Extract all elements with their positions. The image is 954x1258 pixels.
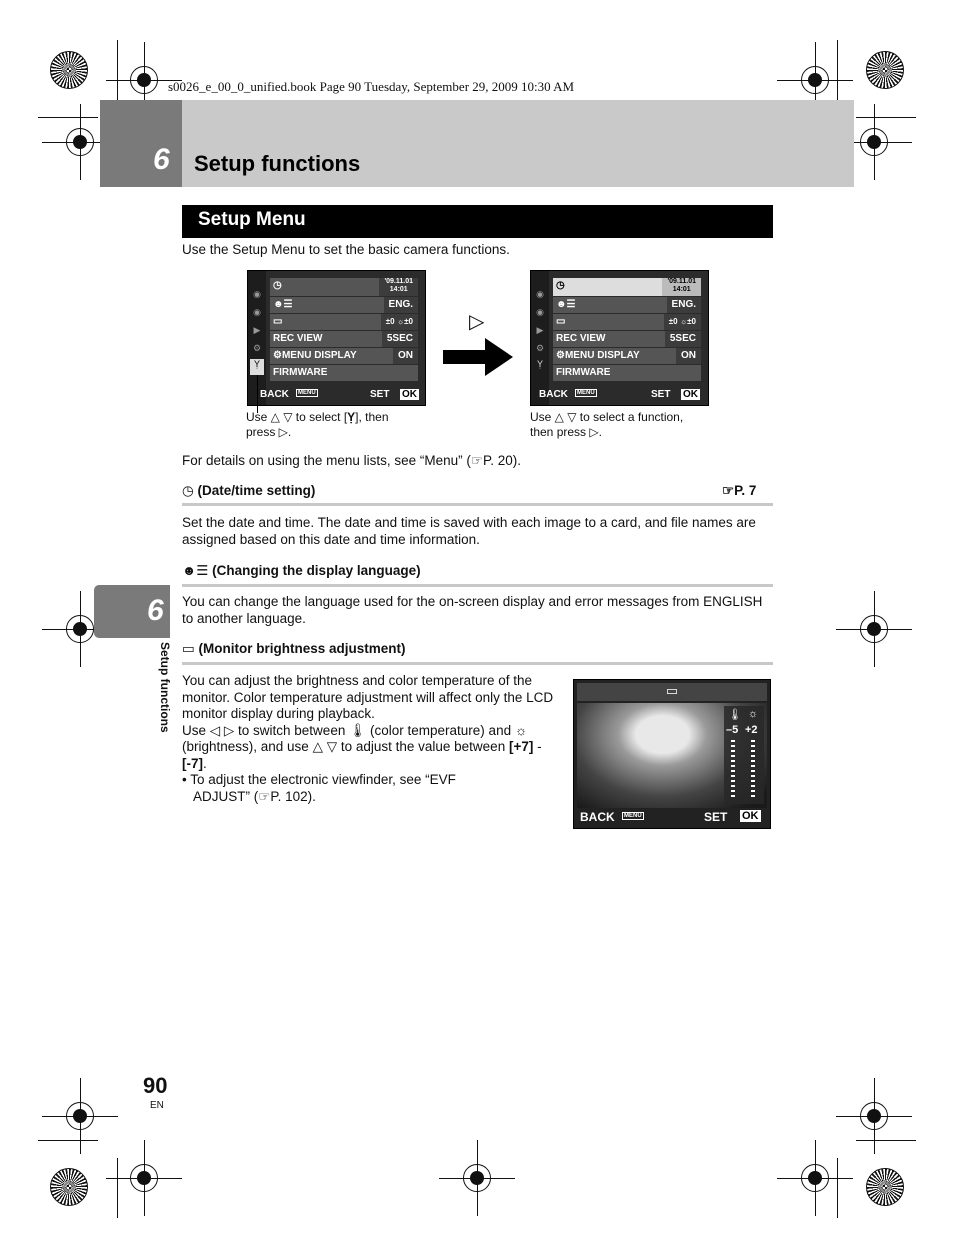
monitor-adjust-screen (573, 679, 771, 829)
language-icon: ☻☰ (273, 299, 293, 310)
screen-footer (580, 810, 764, 824)
custom-menu-icon: ⚙ (535, 343, 545, 353)
rec-view-value: 5SEC (382, 331, 418, 347)
registration-crosshair (124, 1158, 164, 1198)
right-triangle-icon: ▷ (469, 311, 485, 333)
monitor-icon: ▭ (665, 683, 679, 698)
row-language[interactable] (553, 297, 701, 313)
language-body: You can change the language used for the on-screen display and error messages from ENGLISH to another language. (182, 594, 763, 626)
row-menu-display[interactable]: ⚙MENU DISPLAY ON (553, 348, 701, 364)
side-label: Setup functions (158, 642, 172, 733)
section-intro: Use the Setup Menu to set the basic camera functions. (182, 242, 510, 257)
monitor-body: You can adjust the brightness and color temperature of the monitor. Color temperature adjustment will affect only the LCD monitor display during playback. Use ◁ ▷ to switch between 🌡 (color temperature) and ☼ (brightness), and use △ ▽ to adjust the value between [+7] - [-7]. • To adjust the electronic viewfinder, see “EVF ADJUST” (☞P. 102). (182, 673, 554, 804)
setup-menu-screen-right (530, 270, 709, 406)
registration-crosshair (60, 1096, 100, 1136)
color-temp-value: –5 (726, 724, 739, 736)
row-firmware[interactable]: FIRMWARE (553, 365, 701, 381)
setup-wrench-icon: Ỵ (536, 359, 543, 369)
details-text: For details on using the menu lists, see “Menu” (☞P. 20). (182, 453, 522, 468)
language-value: ENG. (384, 297, 418, 313)
menu-button-icon: MENU (577, 390, 595, 396)
chapter-number: 6 (153, 143, 170, 176)
monitor-icon: ▭ (182, 641, 195, 656)
rec-view-value: 5SEC (665, 331, 701, 347)
setup-menu-screen-left (247, 270, 426, 406)
adjust-sliders-panel (724, 706, 764, 804)
back-label: BACK (580, 810, 615, 824)
brightness-value: +2 (745, 724, 758, 736)
menu-display-value: ON (676, 348, 701, 364)
brightness-slider[interactable] (751, 740, 755, 800)
print-header: s0026_e_00_0_unified.book Page 90 Tuesday, September 29, 2009 10:30 AM (168, 79, 575, 94)
shooting-menu-2-icon: ◉ (253, 307, 261, 317)
registration-crosshair (854, 609, 894, 649)
menu-button-icon: MENU (298, 390, 316, 396)
registration-sunburst-top-right (866, 51, 904, 89)
color-temperature-icon: 🌡 (728, 709, 742, 721)
menu-display-value: ON (393, 348, 418, 364)
trim-line (117, 40, 118, 100)
heading-date-time: ◷ (Date/time setting) (182, 483, 316, 498)
page-reference: ☞P. 7 (722, 483, 757, 498)
row-monitor[interactable] (270, 314, 418, 330)
section-title: Setup Menu (198, 209, 306, 230)
date-value: '09.11.01 (667, 278, 696, 285)
menu-button-icon: MENU (624, 813, 642, 819)
time-value: 14:01 (389, 286, 408, 293)
brightness-icon: ☼ (514, 722, 528, 738)
setup-wrench-icon: Ỵ (347, 410, 356, 424)
setup-wrench-icon[interactable]: Ỵ (250, 359, 264, 375)
divider (182, 503, 773, 506)
set-label: SET (651, 389, 671, 400)
playback-menu-icon: ▶ (536, 325, 544, 335)
row-date-time[interactable] (270, 278, 418, 296)
time-value: 14:01 (672, 286, 691, 293)
custom-menu-small-icon: ⚙ (273, 350, 282, 361)
heading-language: ☻☰ (Changing the display language) (182, 563, 421, 578)
language-icon: ☻☰ (182, 563, 209, 578)
ok-button-icon: OK (683, 389, 698, 400)
ok-button-icon: OK (402, 389, 417, 400)
divider (182, 584, 773, 587)
row-menu-display[interactable]: ⚙MENU DISPLAY ON (270, 348, 418, 364)
side-chapter-number: 6 (147, 594, 164, 627)
trim-line (856, 117, 916, 118)
page-reference-icon: ☞ (470, 453, 483, 468)
shooting-menu-1-icon: ◉ (536, 289, 544, 299)
registration-crosshair (854, 122, 894, 162)
page-number: 90 (143, 1073, 168, 1098)
set-label: SET (704, 810, 728, 824)
row-monitor[interactable] (553, 314, 701, 330)
trim-line (38, 117, 98, 118)
language-value: ENG. (667, 297, 701, 313)
trim-line (117, 1158, 118, 1218)
menu-tabs (531, 271, 549, 405)
shooting-menu-2-icon: ◉ (536, 307, 544, 317)
shooting-menu-1-icon: ◉ (253, 289, 261, 299)
trim-line (837, 1158, 838, 1218)
color-temperature-icon: 🌡 (349, 722, 367, 738)
registration-crosshair (795, 1158, 835, 1198)
divider (182, 662, 773, 665)
registration-sunburst-bottom-left (50, 1168, 88, 1206)
clock-icon: ◷ (556, 280, 565, 291)
monitor-icon: ▭ (556, 316, 566, 327)
chapter-title: Setup functions (194, 151, 361, 176)
heading-monitor-brightness: ▭ (Monitor brightness adjustment) (182, 641, 406, 656)
screen-footer (535, 389, 704, 403)
trim-line (837, 40, 838, 100)
monitor-value: ±0 ☼±0 (664, 314, 701, 330)
back-label: BACK (539, 389, 568, 400)
page-language: EN (150, 1100, 164, 1111)
custom-menu-icon: ⚙ (252, 343, 262, 353)
registration-sunburst-bottom-right (866, 1168, 904, 1206)
row-rec-view[interactable]: REC VIEW 5SEC (553, 331, 701, 347)
registration-sunburst-top-left (50, 51, 88, 89)
registration-crosshair (60, 122, 100, 162)
trim-line (856, 1140, 916, 1141)
screen-title-bar (577, 683, 767, 701)
row-language[interactable] (270, 297, 418, 313)
date-time-body: Set the date and time. The date and time is saved with each image to a card, and file names are assigned based on this date and time information. (182, 515, 756, 547)
clock-icon: ◷ (182, 483, 194, 498)
callout-line (257, 375, 258, 413)
language-icon: ☻☰ (556, 299, 576, 310)
date-value: '09.11.01 (384, 278, 413, 285)
page-reference-icon: ☞ (722, 483, 735, 498)
monitor-value: ±0 ☼±0 (381, 314, 418, 330)
ok-button-icon: OK (742, 810, 759, 822)
back-label: BACK (260, 389, 289, 400)
big-arrow-icon (443, 338, 513, 376)
playback-menu-icon: ▶ (253, 325, 261, 335)
color-temp-slider[interactable] (731, 740, 735, 800)
registration-crosshair (854, 1096, 894, 1136)
clock-icon: ◷ (273, 280, 282, 291)
set-label: SET (370, 389, 390, 400)
caption-left: Use △ ▽ to select [Ỵ], then press ▷. (246, 410, 389, 439)
registration-crosshair (124, 60, 164, 100)
page-reference-icon: ☞ (258, 788, 271, 804)
row-date-time-selected[interactable] (553, 278, 701, 296)
brightness-icon: ☼ (748, 708, 759, 720)
registration-crosshair (795, 60, 835, 100)
trim-line (38, 1140, 98, 1141)
registration-crosshair (457, 1158, 497, 1198)
caption-right: Use △ ▽ to select a function, then press ▷. (530, 410, 684, 439)
row-rec-view[interactable]: REC VIEW 5SEC (270, 331, 418, 347)
monitor-icon: ▭ (273, 316, 283, 327)
custom-menu-small-icon: ⚙ (556, 350, 565, 361)
screen-footer (252, 389, 421, 403)
row-firmware[interactable]: FIRMWARE (270, 365, 418, 381)
